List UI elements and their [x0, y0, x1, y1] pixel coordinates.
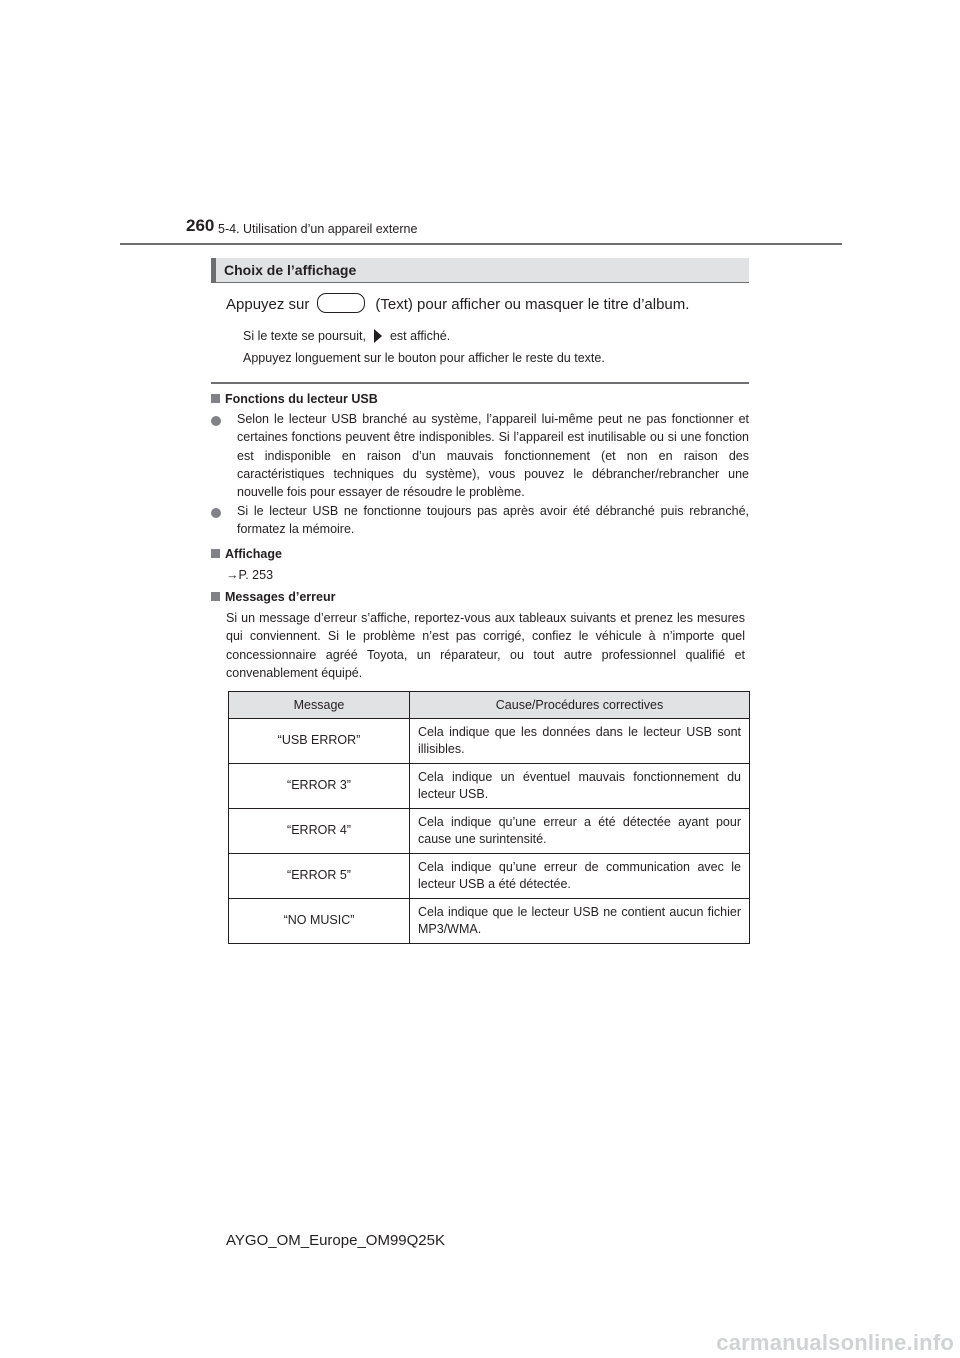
display-heading — [211, 547, 282, 561]
error-messages-heading — [211, 590, 335, 604]
header-cause: Cause/Procédures correctives — [410, 692, 750, 719]
usb-functions-heading — [211, 392, 378, 406]
message-cell: “USB ERROR” — [229, 719, 410, 764]
table-row — [229, 899, 750, 944]
instruction — [226, 293, 689, 313]
table-row — [229, 854, 750, 899]
usb-functions-title: Fonctions du lecteur USB — [225, 392, 378, 406]
section-reference: 5-4. Utilisation d’un appareil externe — [218, 222, 418, 236]
header-rule — [120, 243, 842, 245]
table-row — [229, 719, 750, 764]
message-cell: “ERROR 4” — [229, 809, 410, 854]
note-line-1 — [243, 329, 450, 343]
page-reference: →P. 253 — [226, 568, 274, 582]
watermark: carmanualsonline.info — [716, 1330, 954, 1355]
divider — [211, 382, 749, 384]
text-button-icon — [317, 293, 365, 313]
square-bullet-icon — [211, 394, 220, 403]
instruction-before: Appuyez sur — [226, 296, 310, 313]
section-title: Choix de l’affichage — [224, 262, 357, 278]
message-cell: “NO MUSIC” — [229, 899, 410, 944]
square-bullet-icon — [211, 592, 220, 601]
table-row — [229, 764, 750, 809]
bullet-dot-icon — [211, 416, 221, 426]
continue-arrow-icon — [374, 329, 382, 343]
note-before: Si le texte se poursuit, — [243, 329, 366, 343]
usb-bullet-2: Si le lecteur USB ne fonctionne toujours pas après avoir été débranché puis rebranché, formatez la mémoire. — [237, 504, 749, 537]
section-marker — [211, 258, 216, 282]
table-header-row — [229, 692, 750, 719]
usb-bullet-1: Selon le lecteur USB branché au système, l’appareil lui-même peut ne pas fonctionner et certaines fonctions peuvent être indisponibles. Si l’appareil est inutilisable ou si une fonction est indisponible en raison d’un mauvais fonctionnement (et non en raison des caractéristiques techniques du système), vous pouvez le débrancher/rebrancher une nouvelle fois pour essayer de résoudre le problème. — [237, 412, 749, 500]
section-title-bar — [211, 258, 749, 283]
error-message-table — [228, 691, 750, 944]
message-cell: “ERROR 5” — [229, 854, 410, 899]
cause-cell: Cela indique qu’une erreur a été détectée ayant pour cause une surintensité. — [410, 809, 750, 854]
error-messages-text: Si un message d’erreur s’affiche, reportez-vous aux tableaux suivants et prenez les mesures qui conviennent. Si le problème n’est pas corrigé, confiez le véhicule à n’importe quel concessionnaire agréé Toyota, un réparateur, ou tout autre professionnel qualifié et convenablement équipé. — [226, 611, 745, 680]
square-bullet-icon — [211, 549, 220, 558]
header-message: Message — [229, 692, 410, 719]
instruction-after: (Text) pour afficher ou masquer le titre d’album. — [375, 296, 690, 313]
page-number: 260 — [186, 216, 215, 235]
note-line-2: Appuyez longuement sur le bouton pour afficher le reste du texte. — [243, 351, 605, 365]
cause-cell: Cela indique que le lecteur USB ne contient aucun fichier MP3/WMA. — [410, 899, 750, 944]
cause-cell: Cela indique que les données dans le lecteur USB sont illisibles. — [410, 719, 750, 764]
footer-code: AYGO_OM_Europe_OM99Q25K — [226, 1232, 445, 1249]
cause-cell: Cela indique un éventuel mauvais fonctionnement du lecteur USB. — [410, 764, 750, 809]
display-title: Affichage — [225, 547, 282, 561]
bullet-dot-icon — [211, 508, 221, 518]
error-messages-title: Messages d’erreur — [225, 590, 336, 604]
cause-cell: Cela indique qu’une erreur de communication avec le lecteur USB a été détectée. — [410, 854, 750, 899]
message-cell: “ERROR 3” — [229, 764, 410, 809]
note-after: est affiché. — [389, 329, 451, 343]
table-row — [229, 809, 750, 854]
